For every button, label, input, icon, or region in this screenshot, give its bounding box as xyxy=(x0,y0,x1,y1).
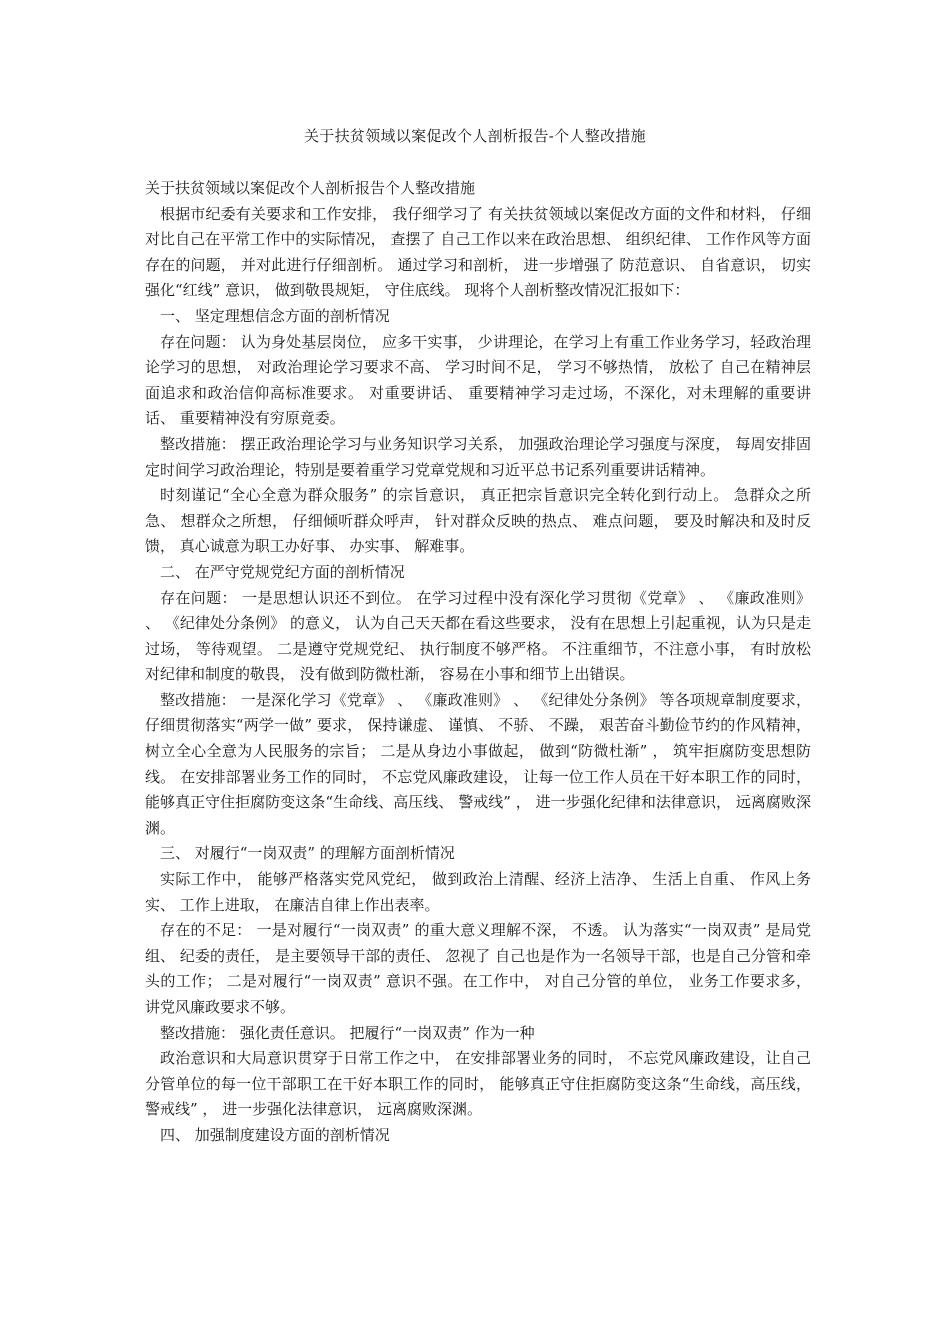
document-body xyxy=(145,176,811,1149)
section-3-measure-continued: 政治意识和大局意识贯穿于日常工作之中， 在安排部署业务的同时， 不忘党风廉政建设，让自己分管单位的每一位干部职工在干好本职工作的同时， 能够真正守住拒腐防变这条“生命线，高压线， 警戒线” ， 进一步强化法律意识， 远离腐败深渊。 xyxy=(145,1049,811,1119)
section-3-problem: 存在的不足： 一是对履行“一岗双责” 的重大意义理解不深， 不透。 认为落实“一岗双责” 是局党组、 纪委的责任， 是主要领导干部的责任、 忽视了 自己也是作为一名领导干部，也是自己分管和牵头的工作； 二是对履行“一岗双责” 意识不强。在工作中， 对自己分管的单位， 业务工作要求多， 讲党风廉政要求不够。 xyxy=(145,921,811,1016)
document-subtitle: 关于扶贫领域以案促改个人剖析报告个人整改措施 xyxy=(145,179,476,197)
section-2-measure: 整改措施： 一是深化学习《党章》 、 《廉政准则》 、 《纪律处分条例》 等各项规章制度要求， 仔细贯彻落实“两学一做” 要求， 保持谦虚、 谨慎、 不骄、 不躁， 艰苦奋斗勤俭节约的作风精神， 树立全心全意为人民服务的宗旨； 二是从身边小事做起， 做到“防微杜渐” ， 筑牢拒腐防变思想防线。 在安排部署业务工作的同时， 不忘党风廉政建设， 让每一位工作人员在干好本职工作的同时， 能够真正守住拒腐防变这条“生命线、高压线、 警戒线” ， 进一步强化纪律和法律意识， 远离腐败深渊。 xyxy=(145,690,811,837)
intro-paragraph: 根据市纪委有关要求和工作安排， 我仔细学习了 有关扶贫领域以案促改方面的文件和材料， 仔细对比自己在平常工作中的实际情况， 查摆了 自己工作以来在政治思想、 组织纪律、 工作作风等方面存在的问题， 并对此进行仔细剖析。 通过学习和剖析， 进一步增强了 防范意识、 自省意识， 切实强化“红线” 意识， 做到敬畏规矩， 守住底线。 现将个人剖析整改情况汇报如下： xyxy=(145,204,811,300)
section-2-heading: 二、 在严守党规党纪方面的剖析情况 xyxy=(160,562,405,581)
document-title: 关于扶贫领域以案促改个人剖析报告-个人整改措施 xyxy=(304,127,646,145)
section-3-practice: 实际工作中， 能够严格落实党风党纪， 做到政治上清醒、经济上洁净、 生活上自重、 作风上务实、 工作上进取， 在廉洁自律上作出表率。 xyxy=(145,870,811,914)
section-1-measure: 整改措施： 摆正政治理论学习与业务知识学习关系， 加强政治理论学习强度与深度， 每周安排固定时间学习政治理论，特别是要着重学习党章党规和习近平总书记系列重要讲话精神。 xyxy=(145,434,811,479)
section-3-heading: 三、 对履行“一岗双责” 的理解方面剖析情况 xyxy=(160,844,455,863)
section-1-measure-continued: 时刻谨记“全心全意为群众服务” 的宗旨意识， 真正把宗旨意识完全转化到行动上。 急群众之所急、 想群众之所想， 仔细倾听群众呼声， 针对群众反映的热点、 难点问题， 要及时解决和及时反馈， 真心诚意为职工办好事、 办实事、 解难事。 xyxy=(145,486,811,556)
section-4-heading: 四、 加强制度建设方面的剖析情况 xyxy=(160,1125,390,1144)
section-1-problem: 存在问题： 认为身处基层岗位， 应多干实事， 少讲理论，在学习上有重工作业务学习，轻政治理论学习的思想， 对政治理论学习要求不高、 学习时间不足， 学习不够热情， 放松了 自己在精神层面追求和政治信仰高标准要求。 对重要讲话、 重要精神学习走过场，不深化，对未理解的重要讲话、 重要精神没有穷原竟委。 xyxy=(145,332,811,428)
section-3-measure: 整改措施： 强化责任意识。 把履行“一岗双责” 作为一种 xyxy=(160,1023,535,1042)
section-2-problem: 存在问题： 一是思想认识还不到位。 在学习过程中没有深化学习贯彻《党章》 、 《廉政准则》 、 《纪律处分条例》 的意义， 认为自己天天都在看这些要求， 没有在思想上引起重视，认为只是走过场， 等待观望。 二是遵守党规党纪、 执行制度不够严格。 不注重细节，不注意小事， 有时放松对纪律和制度的敬畏， 没有做到防微杜渐， 容易在小事和细节上出错误。 xyxy=(145,588,811,684)
section-1-heading: 一、 坚定理想信念方面的剖析情况 xyxy=(160,306,390,325)
